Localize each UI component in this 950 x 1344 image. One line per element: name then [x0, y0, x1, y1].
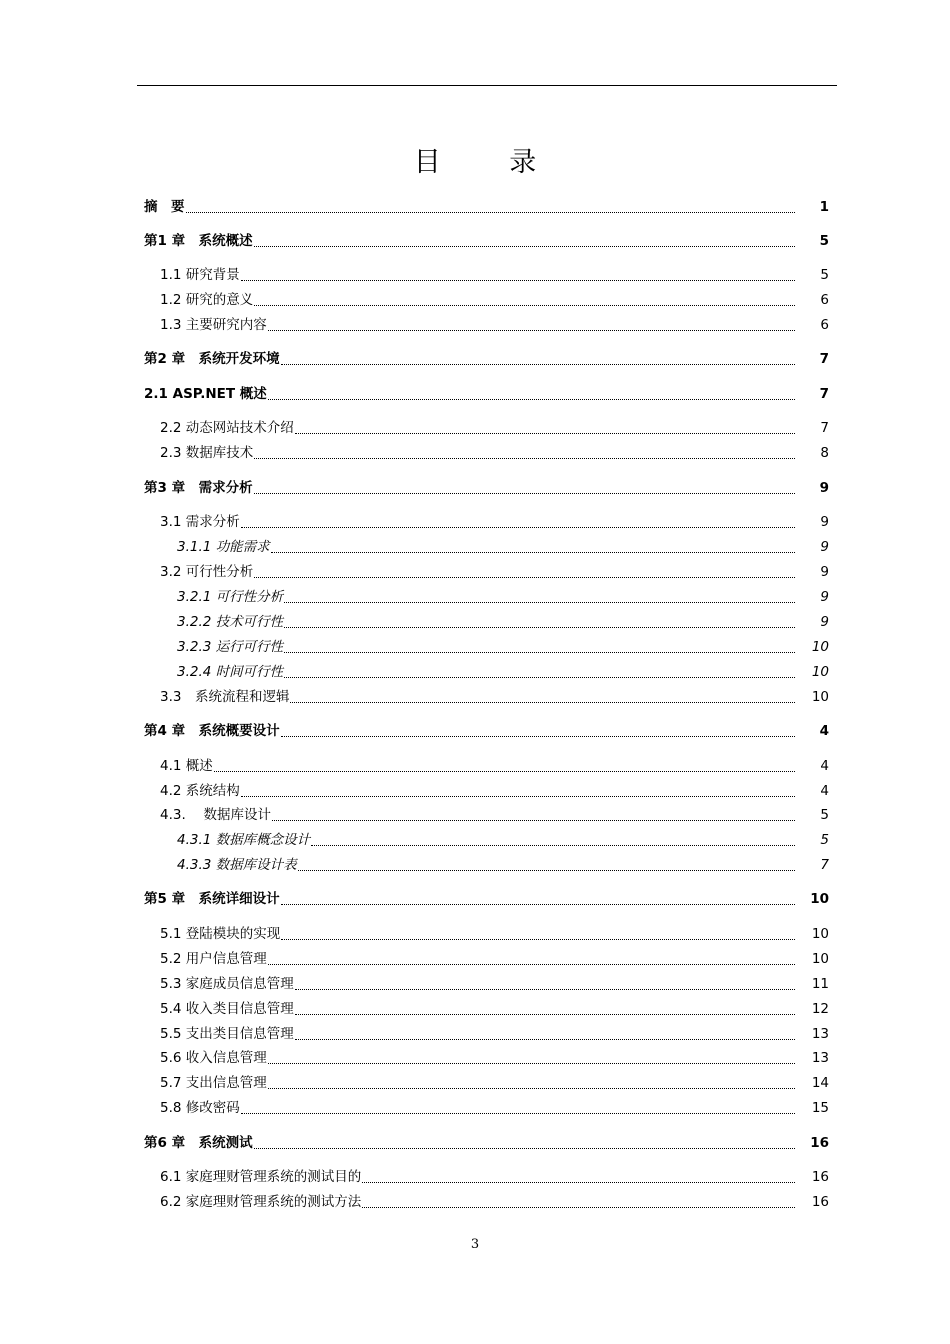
toc-entry-label: 4.3.1 数据库概念设计: [177, 832, 311, 848]
toc-dot-leader: [241, 525, 795, 528]
toc-entry-page: 9: [820, 514, 829, 530]
toc-entry-page: 13: [811, 1026, 829, 1042]
toc-entry[interactable]: [144, 381, 829, 403]
toc-dot-leader: [281, 734, 795, 737]
toc-entry[interactable]: [144, 1130, 829, 1152]
toc-entry[interactable]: [144, 1164, 829, 1186]
toc-entry[interactable]: [144, 312, 829, 334]
toc-entry[interactable]: [144, 886, 829, 908]
toc-entry-page: 7: [819, 386, 829, 402]
toc-dot-leader: [241, 278, 795, 281]
toc-entry[interactable]: [144, 1045, 829, 1067]
toc-entry-label: 3.2.1 可行性分析: [177, 589, 284, 605]
toc-entry[interactable]: [144, 802, 829, 824]
toc-dot-leader: [362, 1180, 795, 1183]
toc-entry-label: 第6 章 系统测试: [144, 1135, 253, 1151]
toc-entry[interactable]: [144, 634, 829, 656]
toc-entry[interactable]: [144, 1021, 829, 1043]
toc-entry[interactable]: [144, 921, 829, 943]
toc-entry-page: 16: [811, 1169, 829, 1185]
toc-dot-leader: [295, 1012, 795, 1015]
toc-dot-leader: [298, 868, 795, 871]
toc-dot-leader: [214, 769, 795, 772]
toc-entry[interactable]: [144, 1189, 829, 1211]
toc-dot-leader: [186, 210, 796, 213]
toc-entry-page: 10: [811, 926, 829, 942]
toc-entry[interactable]: [144, 996, 829, 1018]
toc-entry-page: 4: [819, 723, 829, 739]
toc-entry[interactable]: [144, 415, 829, 437]
toc-entry-page: 7: [820, 420, 829, 436]
toc-entry-label: 5.7 支出信息管理: [160, 1075, 267, 1091]
toc-entry[interactable]: [144, 262, 829, 284]
toc-entry-label: 2.1 ASP.NET 概述: [144, 386, 267, 402]
toc-dot-leader: [254, 1146, 795, 1149]
toc-entry-label: 第5 章 系统详细设计: [144, 891, 280, 907]
toc-entry-page: 8: [820, 445, 829, 461]
toc-entry-label: 3.1.1 功能需求: [177, 539, 270, 555]
toc-entry-label: 3.2.4 时间可行性: [177, 664, 284, 680]
toc-entry-page: 6: [820, 317, 829, 333]
toc-entry[interactable]: [144, 584, 829, 606]
toc-dot-leader: [281, 902, 795, 905]
toc-dot-leader: [241, 1111, 795, 1114]
toc-entry-label: 5.3 家庭成员信息管理: [160, 976, 294, 992]
toc-entry-label: 5.6 收入信息管理: [160, 1050, 267, 1066]
toc-entry-page: 12: [811, 1001, 829, 1017]
toc-dot-leader: [241, 794, 795, 797]
toc-dot-leader: [254, 244, 795, 247]
toc-entry-page: 4: [820, 758, 829, 774]
toc-entry-label: 5.4 收入类目信息管理: [160, 1001, 294, 1017]
toc-entry-page: 5: [819, 233, 829, 249]
toc-dot-leader: [281, 937, 795, 940]
toc-entry-page: 13: [811, 1050, 829, 1066]
toc-entry-label: 6.1 家庭理财管理系统的测试目的: [160, 1169, 362, 1185]
toc-entry[interactable]: [144, 194, 829, 216]
toc-entry-label: 第3 章 需求分析: [144, 480, 253, 496]
toc-entry-page: 16: [811, 1194, 829, 1210]
toc-entry-page: 9: [820, 589, 829, 605]
toc-entry[interactable]: [144, 534, 829, 556]
toc-dot-leader: [284, 625, 795, 628]
toc-entry-label: 4.2 系统结构: [160, 783, 240, 799]
toc-dot-leader: [284, 600, 795, 603]
toc-entry[interactable]: [144, 827, 829, 849]
toc-entry-label: 3.2.3 运行可行性: [177, 639, 284, 655]
toc-dot-leader: [311, 843, 795, 846]
toc-entry-label: 第1 章 系统概述: [144, 233, 253, 249]
toc-dot-leader: [254, 303, 795, 306]
toc-entry-page: 5: [820, 832, 829, 848]
toc-dot-leader: [268, 397, 795, 400]
toc-dot-leader: [362, 1205, 795, 1208]
toc-entry-page: 15: [811, 1100, 829, 1116]
toc-entry[interactable]: [144, 440, 829, 462]
toc-entry-label: 3.2.2 技术可行性: [177, 614, 284, 630]
toc-entry-label: 第2 章 系统开发环境: [144, 351, 280, 367]
toc-entry-label: 1.2 研究的意义: [160, 292, 254, 308]
toc-dot-leader: [284, 675, 795, 678]
toc-entry-page: 7: [820, 857, 829, 873]
toc-entry-page: 1: [819, 199, 829, 215]
toc-entry-label: 2.3 数据库技术: [160, 445, 254, 461]
toc-entry-label: 6.2 家庭理财管理系统的测试方法: [160, 1194, 362, 1210]
header-rule: [137, 85, 837, 86]
toc-entry-label: 5.2 用户信息管理: [160, 951, 267, 967]
toc-entry-page: 10: [811, 689, 829, 705]
toc-entry-page: 11: [811, 976, 829, 992]
toc-entry[interactable]: [144, 684, 829, 706]
toc-dot-leader: [268, 1086, 795, 1089]
toc-entry[interactable]: [144, 1070, 829, 1092]
toc-dot-leader: [254, 491, 795, 494]
toc-entry-page: 4: [820, 783, 829, 799]
toc-dot-leader: [295, 1037, 795, 1040]
toc-entry-page: 10: [811, 664, 829, 680]
toc-dot-leader: [281, 362, 795, 365]
toc-entry[interactable]: [144, 509, 829, 531]
toc-entry-label: 5.1 登陆模块的实现: [160, 926, 281, 942]
toc-dot-leader: [271, 550, 795, 553]
toc-dot-leader: [295, 987, 795, 990]
toc-dot-leader: [268, 962, 795, 965]
toc-dot-leader: [290, 700, 795, 703]
toc-entry-page: 10: [811, 639, 829, 655]
toc-entry-page: 9: [820, 564, 829, 580]
page-number: 3: [470, 1237, 480, 1252]
toc-entry-label: 5.5 支出类目信息管理: [160, 1026, 294, 1042]
toc-entry-label: 4.1 概述: [160, 758, 213, 774]
toc-entry[interactable]: [144, 852, 829, 874]
toc-entry-label: 3.3 系统流程和逻辑: [160, 689, 290, 705]
toc-dot-leader: [268, 1061, 795, 1064]
toc-entry-page: 9: [820, 614, 829, 630]
toc-entry[interactable]: [144, 609, 829, 631]
toc-entry-label: 2.2 动态网站技术介绍: [160, 420, 294, 436]
toc-entry-page: 14: [811, 1075, 829, 1091]
toc-entry[interactable]: [144, 946, 829, 968]
toc-entry-page: 10: [811, 951, 829, 967]
toc-dot-leader: [284, 650, 795, 653]
toc-entry-label: 摘 要: [144, 199, 185, 215]
toc-dot-leader: [295, 431, 795, 434]
toc-entry[interactable]: [144, 228, 829, 250]
toc-entry[interactable]: [144, 778, 829, 800]
toc-entry-label: 3.1 需求分析: [160, 514, 240, 530]
toc-entry[interactable]: [144, 971, 829, 993]
toc-entry-label: 1.1 研究背景: [160, 267, 240, 283]
toc-dot-leader: [254, 456, 795, 459]
toc-entry[interactable]: [144, 559, 829, 581]
toc-entry[interactable]: [144, 718, 829, 740]
toc-entry-label: 5.8 修改密码: [160, 1100, 240, 1116]
toc-entry-page: 16: [810, 1135, 829, 1151]
toc-dot-leader: [268, 328, 795, 331]
toc-entry[interactable]: [144, 475, 829, 497]
toc-dot-leader: [254, 575, 795, 578]
toc-entry[interactable]: [144, 1095, 829, 1117]
toc-entry-page: 9: [819, 480, 829, 496]
toc-entry-label: 4.3. 数据库设计: [160, 807, 272, 823]
toc-entry-page: 7: [819, 351, 829, 367]
toc-entry[interactable]: [144, 287, 829, 309]
toc-entry-label: 3.2 可行性分析: [160, 564, 254, 580]
toc-entry-page: 6: [820, 292, 829, 308]
toc-entry[interactable]: [144, 753, 829, 775]
toc-entry-label: 1.3 主要研究内容: [160, 317, 267, 333]
toc-entry-page: 5: [820, 267, 829, 283]
toc-entry[interactable]: [144, 346, 829, 368]
toc-entry-page: 9: [820, 539, 829, 555]
toc-entry-label: 第4 章 系统概要设计: [144, 723, 280, 739]
toc-entry[interactable]: [144, 659, 829, 681]
toc-entry-label: 4.3.3 数据库设计表: [177, 857, 297, 873]
toc-dot-leader: [272, 818, 795, 821]
toc-entry-page: 10: [810, 891, 829, 907]
toc-entry-page: 5: [820, 807, 829, 823]
page-title: 目 录: [413, 147, 567, 178]
